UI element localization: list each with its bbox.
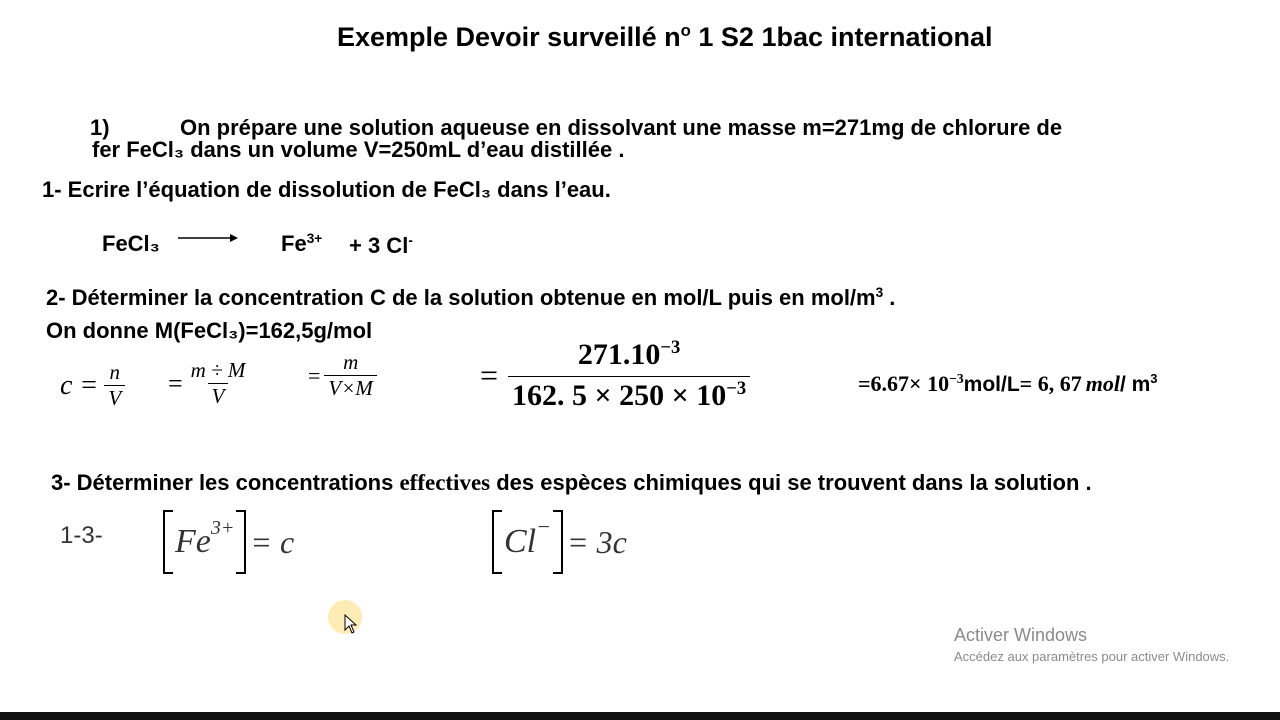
left-bracket	[163, 510, 173, 574]
result-concentration: $=6.67\times 10^{-3}$ mol/L = 6, 67 mol / $m^3$	[858, 370, 1158, 396]
formula-numeric-substitution: = $\frac{271.10^{-3}}{162. 5 \times 250 \times 10^{-3}}$	[480, 338, 750, 413]
formula-m-over-VM: = $\frac{m}{V\times M}$	[308, 350, 377, 401]
intro-line-2: fer FeCl₃ dans un volume V=250mL d’eau distillée .	[92, 137, 625, 162]
given-molar-mass: On donne M(FeCl₃)=162,5g/mol	[46, 318, 373, 343]
question-1: 1- Ecrire l’équation de dissolution de FeCl₃ dans l’eau.	[42, 177, 611, 202]
cl-concentration: Cl− = 3c	[492, 510, 627, 574]
equation-reactant: FeCl₃	[102, 231, 160, 256]
mouse-cursor-icon	[344, 614, 358, 634]
title-sup: o	[680, 20, 691, 40]
formula-c-n-v: c = $\frac{n}{V}$	[60, 360, 125, 411]
formula-m-div-M-over-V: = $\frac{m \div M}{V}$	[168, 358, 246, 408]
equation-product-cl: + 3 Cl-	[349, 232, 413, 258]
title-rest: 1 S2 1bac international	[690, 22, 993, 52]
question-3: 3- Déterminer les concentrations effectives des espèces chimiques qui se trouvent dans la solution .	[51, 470, 1092, 495]
question-2: 2- Déterminer la concentration C de la solution obtenue en mol/L puis en mol/$m^3$ .	[46, 284, 896, 310]
page-title	[337, 22, 993, 53]
title-main: Exemple Devoir surveillé n	[337, 22, 681, 52]
intro-line-1: On prépare une solution aqueuse en dissolvant une masse m=271mg de chlorure de	[180, 115, 1063, 140]
left-bracket	[492, 510, 502, 574]
right-bracket	[236, 510, 246, 574]
activation-watermark-subtitle: Accédez aux paramètres pour activer Windows.	[954, 649, 1230, 664]
taskbar	[0, 712, 1280, 720]
right-bracket	[553, 510, 563, 574]
activation-watermark-title: Activer Windows	[954, 625, 1088, 645]
fe-concentration: $Fe^{3+}$ = c	[163, 510, 294, 574]
equation-product-fe: $Fe^{3+}$	[281, 230, 323, 256]
intro-number: 1)	[90, 115, 110, 140]
reaction-arrow-icon	[176, 230, 240, 246]
answer-label: 1-3-	[60, 522, 103, 549]
